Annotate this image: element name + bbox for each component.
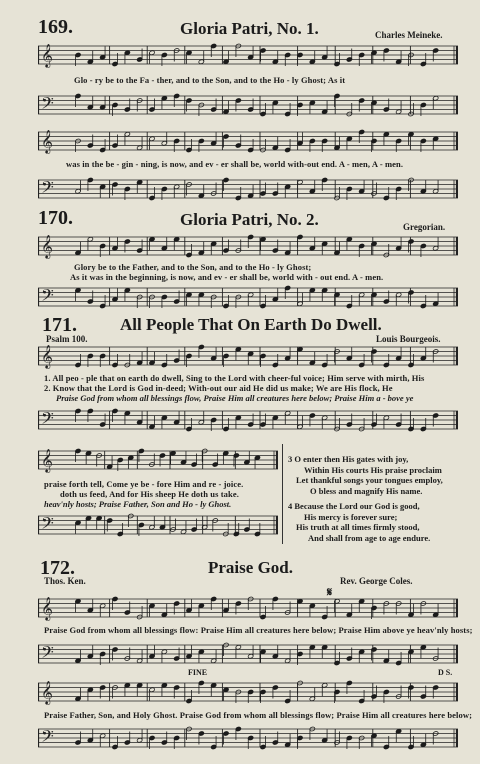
music-staff [38,282,458,312]
hymn-composer: Gregorian. [403,222,446,232]
divider [282,444,283,544]
music-staff [38,406,458,434]
verse-line: 3 O enter then His gates with joy, [288,454,409,464]
verse-line: Let thankful songs your tongues employ, [296,475,443,485]
svg-text:𝄞: 𝄞 [41,129,53,154]
svg-text:𝄞: 𝄞 [41,344,53,369]
svg-text:𝄞: 𝄞 [41,596,53,621]
svg-text:𝄞: 𝄞 [41,680,53,705]
lyric-line: 2. Know that the Lord is God in-deed; With-out our aid He did us make; We are His flock, He [44,383,393,393]
music-staff [38,678,458,706]
hymn-composer: Rev. George Coles. [340,576,413,586]
music-staff [38,342,458,370]
hymn-number: 170. [38,207,73,229]
hymn-number: 172. [40,557,75,579]
verse-line: O bless and magnify His name. [310,485,423,496]
hymn-composer: Louis Bourgeois. [376,334,441,344]
lyric-line: doth us feed, And for His sheep He doth us take. [60,489,239,499]
hymn-number: 169. [38,16,73,38]
music-staff [38,90,458,120]
lyric-line: 1. All peo - ple that on earth do dwell, Sing to the Lord with cheer-ful voice; Him serve with mirth, His [44,373,425,383]
lyric-line: Praise God from whom all blessings flow: Praise Him all creatures here below; Praise Him above ye heav'nly hosts; [44,625,473,635]
svg-text:𝄢: 𝄢 [41,726,54,751]
svg-text:𝄞: 𝄞 [41,448,53,473]
hymn-title: All People That On Earth Do Dwell. [120,315,382,334]
music-staff [38,231,458,261]
verse-line: His mercy is forever sure; [304,511,398,522]
hymn-number: 171. [42,314,77,336]
lyric-line: As it was in the beginning, is now, and ev - er shall be, world with - out end. A - men. [70,272,384,282]
music-staff [38,40,458,70]
verse-line: 4 Because the Lord our God is good, [288,501,420,511]
svg-text:𝄢: 𝄢 [41,642,54,667]
music-staff [38,640,458,668]
svg-text:𝄢: 𝄢 [41,177,54,202]
verse-line: And shall from age to age endure. [308,532,431,543]
hymn-title: Gloria Patri, No. 2. [180,210,319,229]
music-staff [38,174,458,204]
svg-text:𝄞: 𝄞 [41,43,53,68]
hymn-tune: Psalm 100. [46,334,88,344]
music-staff [38,724,458,752]
fine-mark: FINE [188,668,208,677]
lyric-line: Glory be to the Father, and to the Son, and to the Ho - ly Ghost; [74,262,312,272]
svg-text:𝄢: 𝄢 [41,93,54,118]
verse-line: His truth at all times firmly stood, [296,522,420,532]
verse-3 [288,454,443,496]
lyric-line: praise forth tell, Come ye be - fore Him and re - joice. [44,479,244,489]
verse-4 [288,501,430,543]
music-staff [38,594,458,622]
hymn-title: Praise God. [208,558,293,577]
hymn-composer: Charles Meineke. [375,30,443,40]
verse-line: Within His courts His praise proclaim [304,464,442,475]
svg-text:𝄢: 𝄢 [41,513,54,538]
hymn-title: Gloria Patri, No. 1. [180,19,319,38]
lyric-line: Praise God from whom all blessings flow, Praise Him all creatures here below; Praise Him a - bove ye [56,393,414,403]
svg-text:𝄞: 𝄞 [41,234,53,259]
svg-text:𝄢: 𝄢 [41,408,54,433]
music-staff [38,446,278,474]
hymn-author: Thos. Ken. [44,576,86,586]
music-staff [38,126,458,156]
segno-sign: 𝄋 [327,585,333,599]
svg-text:𝄢: 𝄢 [41,285,54,310]
music-staff [38,511,278,539]
lyric-line: Glo - ry be to the Fa - ther, and to the Son, and to the Ho - ly Ghost; As it [74,75,346,85]
ds-mark: D S. [438,668,453,677]
lyric-line: Praise Father, Son, and Holy Ghost. Praise God from whom all blessings flow; Praise Him all creatures here below; [44,710,473,720]
lyric-line: was in the be - gin - ning, is now, and ev - er shall be, world with-out end. A - men, A - men. [66,159,404,169]
lyric-line: heav'nly hosts; Praise Father, Son and Ho - ly Ghost. [44,499,232,509]
